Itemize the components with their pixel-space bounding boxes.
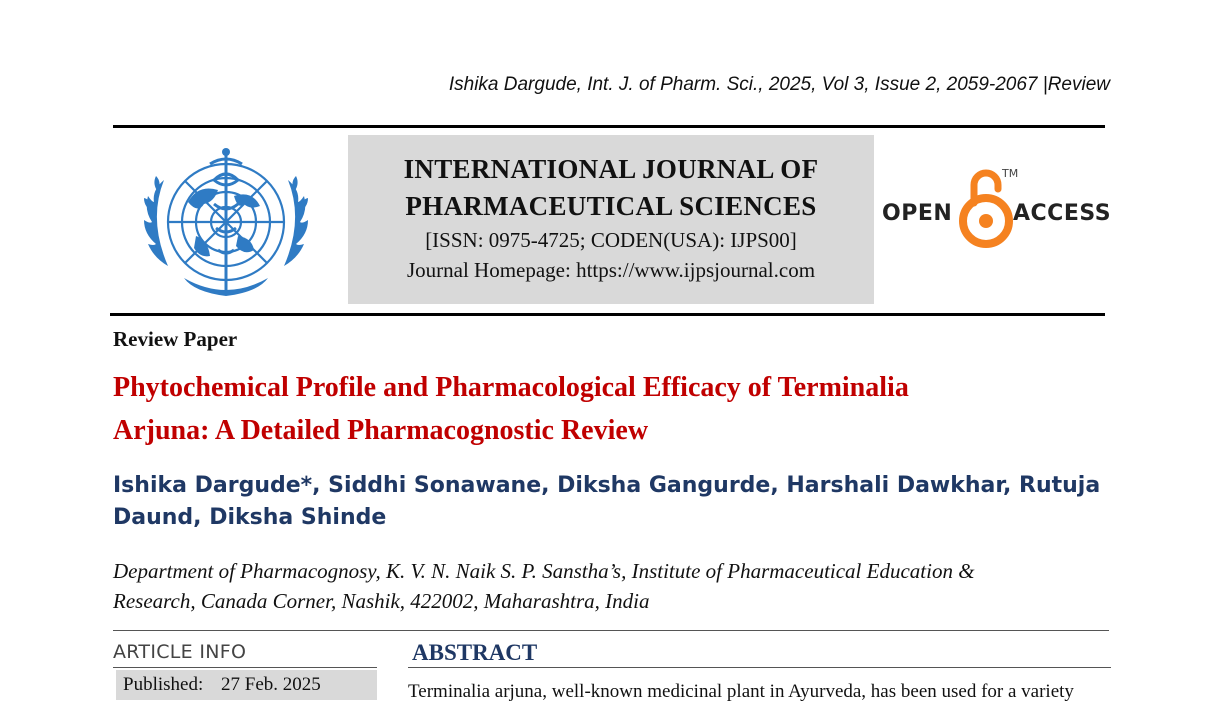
published-info [116,670,377,700]
paper-title-line1: Phytochemical Profile and Pharmacological Efficacy of Terminalia [113,372,909,403]
abstract-text: Terminalia arjuna, well-known medicinal plant in Ayurveda, has been used for a variety [408,681,1074,702]
paper-title [113,366,1113,452]
journal-title [348,151,874,225]
published-date: 27 Feb. 2025 [221,674,321,695]
article-info-underline [113,667,377,668]
published-label: Published: [123,674,204,695]
journal-issn: [ISSN: 0975-4725; CODEN(USA): IJPS00] [425,228,797,252]
section-label: Review Paper [113,327,238,351]
affiliation-line2: Research, Canada Corner, Nashik, 422002, Maharashtra, India [113,589,650,613]
affiliation-line1: Department of Pharmacognosy, K. V. N. Naik S. P. Sanstha’s, Institute of Pharmaceutical Education & [113,559,975,583]
header-top-rule [113,125,1105,128]
abstract-heading: ABSTRACT [412,640,538,665]
header-bottom-rule [110,313,1105,316]
journal-masthead [348,135,874,304]
journal-emblem-icon [126,140,326,308]
trademark-mark: TM [1002,167,1019,180]
journal-title-line2: PHARMACEUTICAL SCIENCES [405,191,817,221]
section-divider [113,630,1109,631]
author-list-line1: Ishika Dargude*, Siddhi Sonawane, Diksha Gangurde, Harshali Dawkhar, Rutuja [113,473,1101,498]
author-list [113,470,1113,534]
author-list-line2: Daund, Diksha Shinde [113,505,387,530]
article-info-heading: ARTICLE INFO [113,641,247,663]
open-access-logo [878,163,1110,255]
journal-title-line1: INTERNATIONAL JOURNAL OF [403,154,819,184]
citation-header: Ishika Dargude, Int. J. of Pharm. Sci., 2025, Vol 3, Issue 2, 2059-2067 |Review [448,74,1110,95]
open-access-right-text: ACCESS [1013,201,1112,226]
open-access-left-text: OPEN [882,201,953,226]
paper-title-line2: Arjuna: A Detailed Pharmacognostic Review [113,415,649,446]
abstract-underline [408,667,1111,668]
journal-homepage-link[interactable]: Journal Homepage: https://www.ijpsjournal.com [406,258,816,282]
affiliation [113,556,1113,616]
